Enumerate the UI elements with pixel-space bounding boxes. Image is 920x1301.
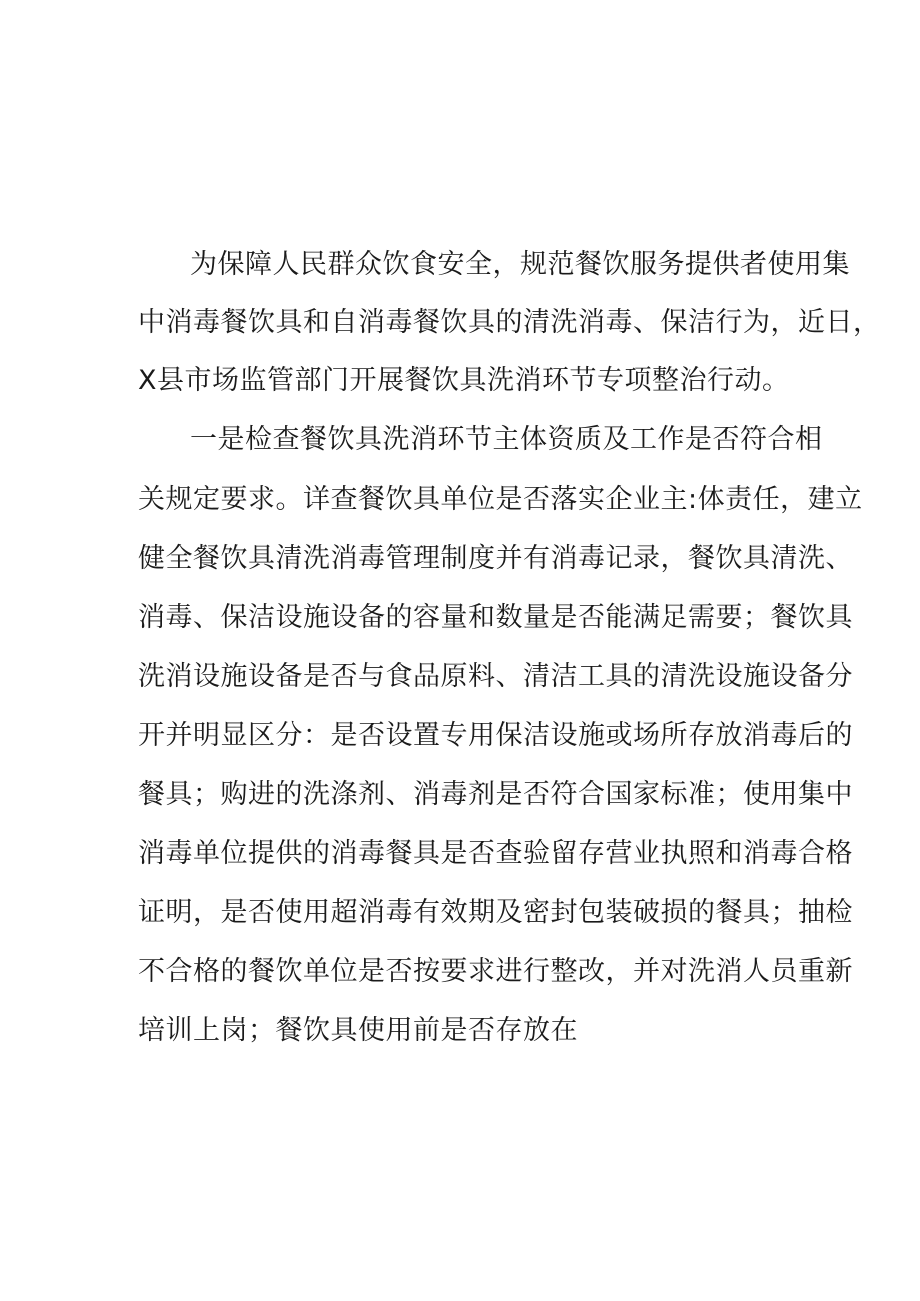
paragraph-2-line-8: 消毒单位提供的消毒餐具是否查验留存营业执照和消毒合格 xyxy=(138,838,853,869)
paragraph-1-line-2: 中消毒餐饮具和自消毒餐饮具的清洗消毒、保洁行为，近日， xyxy=(138,307,881,338)
paragraph-2-line-7: 餐具；购进的洗涤剂、消毒剂是否符合国家标准；使用集中 xyxy=(138,779,853,810)
paragraph-2-line-6: 开并明显区分：是否设置专用保洁设施或场所存放消毒后的 xyxy=(138,720,853,751)
paragraph-2-line-4: 消毒、保洁设施设备的容量和数量是否能满足需要；餐饮具 xyxy=(138,602,853,633)
paragraph-2-line-3: 健全餐饮具清洗消毒管理制度并有消毒记录，餐饮具清洗、 xyxy=(138,543,853,574)
paragraph-2-line-2: 关规定要求。详查餐饮具单位是否落实企业主:体责任，建立 xyxy=(138,484,863,515)
paragraph-2-line-5: 洗消设施设备是否与食品原料、清洁工具的清洗设施设备分 xyxy=(138,661,853,692)
paragraph-2-line-9: 证明，是否使用超消毒有效期及密封包装破损的餐具；抽检 xyxy=(138,897,853,928)
paragraph-1-line-1: 为保障人民群众饮食安全，规范餐饮服务提供者使用集 xyxy=(190,249,850,280)
paragraph-2-line-1: 一是检查餐饮具洗消环节主体资质及工作是否符合相 xyxy=(190,424,823,455)
paragraph-2-line-11: 培训上岗；餐饮具使用前是否存放在 xyxy=(138,1015,578,1046)
paragraph-2-line-10: 不合格的餐饮单位是否按要求进行整改，并对洗消人员重新 xyxy=(138,956,853,987)
paragraph-1-line-3: X县市场监管部门开展餐饮具洗消环节专项整治行动。 xyxy=(138,365,790,396)
